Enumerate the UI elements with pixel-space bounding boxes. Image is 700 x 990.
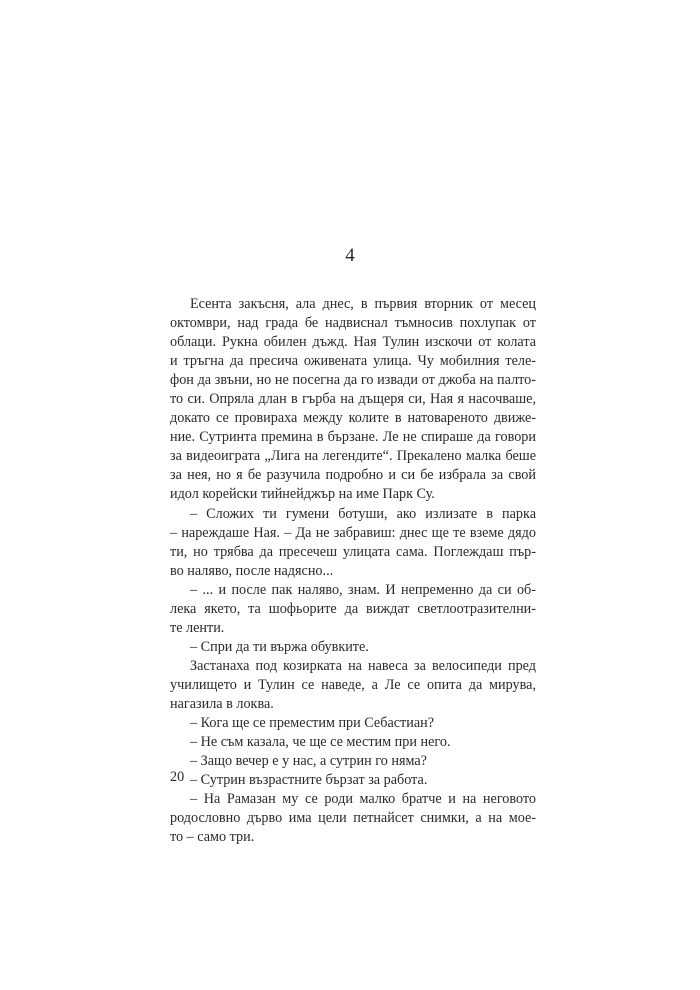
paragraph	[170, 657, 536, 714]
text-line: докато се провираха между колите в натовареното движе-	[170, 410, 536, 427]
text-line: – На Рамазан му се роди малко братче и на неговото	[190, 791, 536, 808]
text-line: родословно дърво има цели петнайсет снимки, а на мое-	[170, 810, 536, 827]
text-line: училището и Тулин се наведе, а Ле се опита да мирува,	[170, 676, 536, 693]
text-line: Есента закъсня, ала днес, в първия вторник от месец	[190, 296, 536, 312]
text-line: – Кога ще се преместим при Себастиан?	[190, 715, 435, 732]
paragraph	[170, 733, 536, 752]
paragraph	[170, 752, 536, 771]
body-text	[170, 295, 536, 847]
text-line: октомври, над града бе надвиснал тъмносив похлупак от	[170, 315, 536, 332]
text-line: – Сутрин възрастните бързат за работа.	[190, 772, 428, 789]
paragraph	[170, 771, 536, 790]
chapter-number: 4	[345, 245, 355, 266]
text-line: ти, но трябва да пресечеш улицата сама. Поглеждаш пър-	[170, 543, 536, 560]
paragraph	[170, 581, 536, 638]
text-line: – Защо вечер е у нас, а сутрин го няма?	[190, 753, 427, 770]
paragraph	[170, 505, 536, 581]
text-line: – Не съм казала, че ще се местим при него.	[190, 734, 451, 751]
text-line: во наляво, после надясно...	[170, 562, 334, 579]
paragraph	[170, 638, 536, 657]
text-line: нагазила в локва.	[170, 695, 274, 712]
paragraph	[170, 714, 536, 733]
text-line: фон да звъни, но не посегна да го извади от джоба на палто-	[170, 372, 536, 389]
text-line: – ... и после пак наляво, знам. И непременно да си об-	[190, 581, 536, 598]
text-line: за нея, но я бе разучила подробно и си бе избрала за свой	[170, 467, 536, 484]
text-line: те ленти.	[170, 619, 225, 636]
text-line: – нареждаше Ная. – Да не забравиш: днес ще те вземе дядо	[170, 524, 536, 541]
text-line: – Сложих ти гумени ботуши, ако излизате в парка	[190, 505, 536, 522]
text-line: за видеоиграта „Лига на легендите“. Прекалено малка беше	[170, 448, 536, 465]
page-number: 20	[170, 769, 185, 785]
text-line: ние. Сутринта премина в бързане. Ле не спираше да говори	[170, 429, 536, 446]
text-line: – Спри да ти вържа обувките.	[190, 638, 369, 655]
text-line: Застанаха под козирката на навеса за велосипеди пред	[190, 657, 536, 674]
paragraph	[170, 790, 536, 847]
text-line: лека якето, та шофьорите да виждат светлоотразителни-	[170, 600, 536, 617]
text-line: идол корейски тийнейджър на име Парк Су.	[170, 486, 435, 503]
text-line: то – само три.	[170, 829, 255, 846]
paragraph	[170, 295, 536, 505]
text-line: и тръгна да пресича оживената улица. Чу мобилния теле-	[170, 353, 536, 370]
text-line: то си. Опряла длан в гърба на дъщеря си, Ная я насочваше,	[170, 391, 536, 408]
text-line: облаци. Рукна обилен дъжд. Ная Тулин изскочи от колата	[170, 334, 536, 351]
